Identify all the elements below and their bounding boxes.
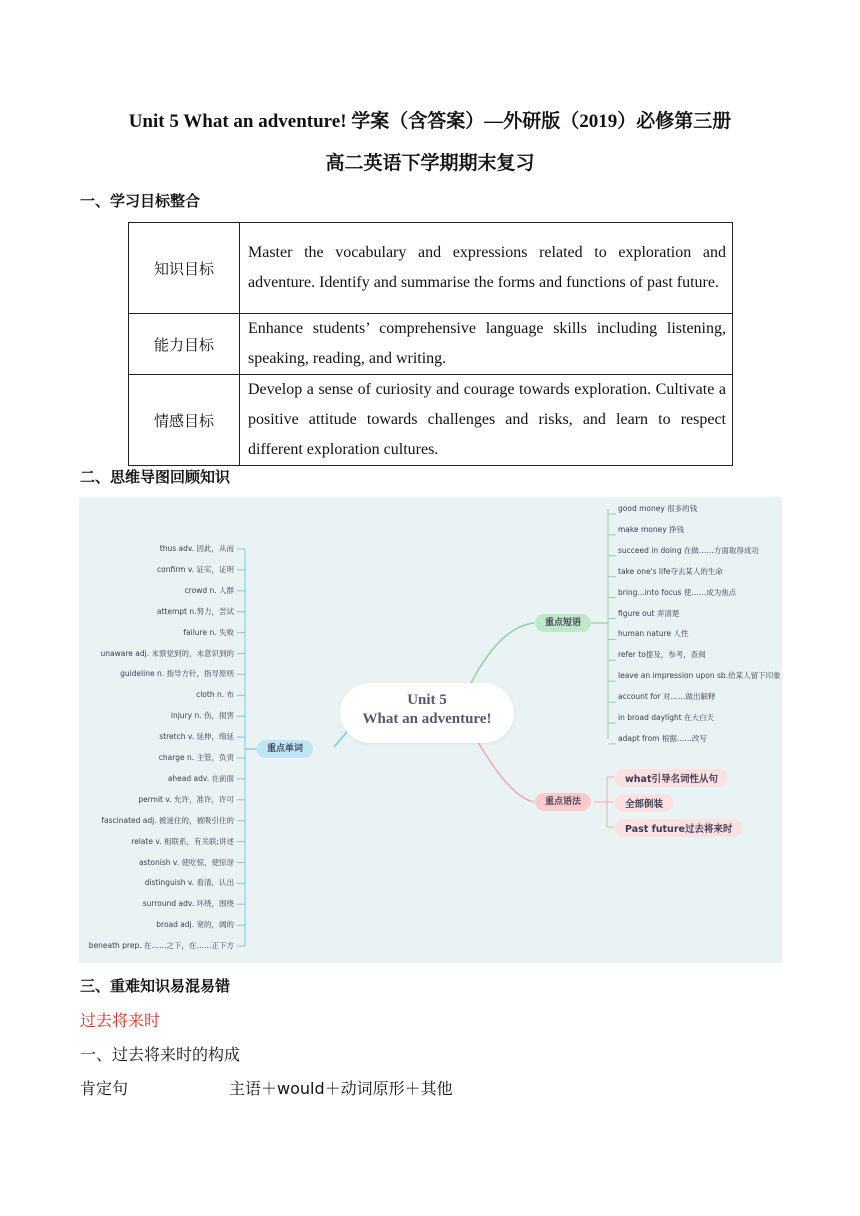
grammar-node: 重点语法: [535, 793, 591, 811]
goal-text-knowledge: Master the vocabulary and expressions related to exploration and adventure. Identify and summarise the forms and functions of past future.: [240, 223, 733, 314]
grammar-item-inversion: 全部倒装: [615, 794, 673, 812]
list-item: crowd n. 人群: [184, 585, 234, 595]
list-item: astonish v. 使吃惊，使惊讶: [138, 857, 234, 867]
list-item: confirm v. 证实，证明: [157, 564, 234, 574]
list-item: injury n. 伤，损害: [170, 711, 234, 721]
row-formula: 主语＋would＋动词原形＋其他: [229, 1079, 453, 1098]
list-item: fascinated adj. 被迷住的，被吸引住的: [101, 815, 234, 825]
section2-heading: 二、思维导图回顾知识: [80, 468, 231, 486]
phrases-node: 重点短语: [535, 614, 591, 632]
sub-heading: 一、过去将来时的构成: [80, 1045, 241, 1064]
list-item: account for 对……做出解释: [618, 692, 716, 702]
list-item: ahead adv. 在前面: [167, 773, 234, 783]
center-title: Unit 5: [407, 692, 447, 708]
grammar-item-past-future: Past future过去将来时: [615, 819, 742, 837]
list-item: stretch v. 延伸，绵延: [159, 732, 234, 742]
center-subtitle: What an adventure!: [362, 711, 492, 727]
list-item: make money 挣钱: [618, 524, 685, 534]
list-item: beneath prep. 在……之下，在……正下方: [88, 941, 234, 951]
section1-heading: 一、学习目标整合: [80, 192, 201, 210]
list-item: adapt from 根据……改写: [618, 733, 707, 743]
table-row: [129, 314, 733, 375]
list-item: refer to提及，参考，查阅: [618, 650, 706, 660]
list-item: bring...into focus 使……成为焦点: [618, 587, 737, 597]
list-item: thus adv. 因此，从而: [159, 544, 234, 553]
list-item: failure n. 失败: [183, 627, 234, 637]
mind-map-center: [340, 683, 514, 743]
topic-title: 过去将来时: [80, 1011, 161, 1030]
list-item: in broad daylight 在大白天: [618, 713, 715, 722]
list-item: cloth n. 布: [196, 690, 234, 700]
list-item: unaware adj. 未察觉到的，未意识到的: [100, 648, 234, 658]
goals-table: [128, 222, 733, 466]
list-item: relate v. 相联系，有关联;讲述: [131, 836, 234, 846]
mind-map: [79, 497, 782, 963]
words-node: 重点单词: [257, 740, 313, 758]
list-item: figure out 弄清楚: [618, 608, 680, 618]
goal-label-emotion: 情感目标: [129, 375, 240, 466]
list-item: good money 很多的钱: [618, 504, 698, 513]
list-item: charge n. 主管，负责: [158, 753, 234, 762]
list-item: take one's life夺去某人的生命: [618, 566, 723, 576]
goal-label-knowledge: 知识目标: [129, 223, 240, 314]
doc-title-line1: Unit 5 What an adventure! 学案（含答案）—外研版（2019）必修第三册: [128, 111, 732, 132]
list-item: broad adj. 宽的，阔的: [156, 920, 234, 930]
section3-heading: 三、重难知识易混易错: [80, 977, 231, 995]
table-row: [129, 375, 733, 466]
list-item: human nature 人性: [618, 629, 689, 639]
list-item: surround adv. 环绕，围绕: [142, 899, 234, 909]
list-item: distinguish v. 看清，认出: [144, 878, 234, 888]
row-label: 肯定句: [80, 1079, 129, 1098]
list-item: attempt n.努力，尝试: [156, 606, 234, 616]
table-row: [129, 223, 733, 314]
goal-text-ability: Enhance students’ comprehensive language skills including listening, speaking, reading, and writing.: [240, 314, 733, 375]
list-item: permit v. 允许，准许，许可: [138, 794, 234, 804]
grammar-item-what-clause: what引导名词性从句: [615, 769, 728, 787]
goal-text-emotion: Develop a sense of curiosity and courage towards exploration. Cultivate a positive attitude towards challenges and risks, and learn to respect different exploration cultures.: [240, 375, 733, 466]
doc-title-line2: 高二英语下学期期末复习: [325, 153, 535, 174]
goal-label-ability: 能力目标: [129, 314, 240, 375]
list-item: leave an impression upon sb.给某人留下印象: [618, 671, 781, 681]
list-item: guideline n. 指导方针，指导原则: [120, 669, 234, 679]
list-item: succeed in doing 在做……方面取得成功: [618, 545, 759, 555]
